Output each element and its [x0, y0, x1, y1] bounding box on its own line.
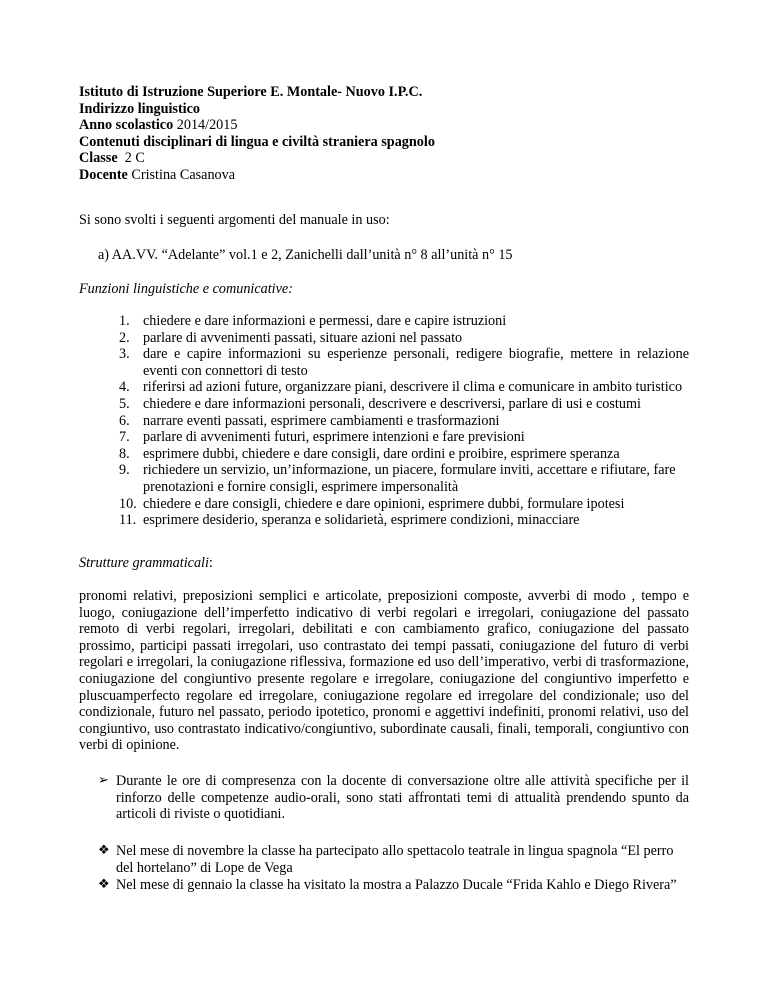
list-item: 8. esprimere dubbi, chiedere e dare consigli, dare ordini e proibire, esprimere speranza	[119, 445, 620, 462]
school-name: Istituto di Istruzione Superiore E. Montale- Nuovo I.P.C.	[79, 84, 423, 100]
list-item: 9. richiedere un servizio, un’informazione, un piacere, formulare inviti, accettare e rifiutare, fare prenotazioni e fornire consigli, esprimere impersonalità	[119, 462, 676, 495]
four-diamond-bullet-icon: ❖	[98, 843, 110, 858]
functions-list	[79, 313, 689, 529]
list-item: 3. dare e capire informazioni su esperienze personali, redigere biografie, mettere in relazione eventi con connettori di testo	[119, 346, 689, 379]
list-item: 4. riferirsi ad azioni future, organizzare piani, descrivere il clima e comunicare in ambito turistico	[119, 379, 683, 396]
list-item: 1. chiedere e dare informazioni e permessi, dare e capire istruzioni	[119, 313, 507, 329]
class-info: Classe 2 C	[79, 150, 145, 167]
conversation-note: ➢ Durante le ore di compresenza con la docente di conversazione oltre alle attività specifiche per il rinforzo delle competenze audio-orali, sono stati affrontati temi di attualità prendendo spunto da articoli di riviste o quotidiani.	[98, 773, 689, 823]
document-header	[79, 84, 719, 184]
arrow-bullet-icon: ➢	[98, 773, 109, 788]
list-item: 2. parlare di avvenimenti passati, situare azioni nel passato	[119, 329, 463, 346]
list-item: 10. chiedere e dare consigli, chiedere e dare opinioni, esprimere dubbi, formulare ipotesi	[119, 495, 625, 512]
intro-text: Si sono svolti i seguenti argomenti del manuale in uso:	[79, 212, 390, 228]
subject-title: Contenuti disciplinari di lingua e civiltà straniera spagnolo	[79, 133, 435, 150]
textbook-reference: a) AA.VV. “Adelante” vol.1 e 2, Zanichelli dall’unità n° 8 all’unità n° 15	[98, 247, 513, 263]
four-diamond-bullet-icon: ❖	[98, 877, 110, 892]
list-item: 5. chiedere e dare informazioni personali, descrivere e descriversi, parlare di usi e costumi	[119, 395, 641, 412]
list-item: 11. esprimere desiderio, speranza e solidarietà, esprimere condizioni, minacciare	[119, 512, 580, 529]
structures-heading: Strutture grammaticali:	[79, 555, 213, 571]
teacher-info: Docente Cristina Casanova	[79, 166, 236, 183]
activity-item: ❖ Nel mese di novembre la classe ha partecipato allo spettacolo teatrale in lingua spagnola “El perro del hortelano” di Lope de Vega	[98, 843, 674, 876]
school-year: Anno scolastico 2014/2015	[79, 117, 238, 134]
list-item: 7. parlare di avvenimenti futuri, esprimere intenzioni e fare previsioni	[119, 429, 525, 446]
activity-item: ❖ Nel mese di gennaio la classe ha visitato la mostra a Palazzo Ducale “Frida Kahlo e Diego Rivera”	[98, 877, 677, 893]
structures-text: pronomi relativi, preposizioni semplici e articolate, preposizioni composte, avverbi di modo , tempo e luogo, coniugazione dell’imperfetto indicativo di verbi regolari e irregolari, coniugazione del passato remoto di verbi regolari, irregolari, debilitati e con cambiamento grafico, coniugazione del passato prossimo, participi passati irregolari, uso contrastato dei tempi passati, coniugazione del futuro di verbi regolari e irregolari, la coniugazione riflessiva, formazione ed uso dell’imperativo, verbi di trasformazione, coniugazione del congiuntivo presente regolare e irregolare, coniugazione del congiuntivo imperfetto e pluscuamperfecto regolare ed irregolare, coniugazione regolare ed irregolare del condizionale; uso del condizionale, futuro nel passato, periodo ipotetico, pronomi e aggettivi indefiniti, pronomi relativi, uso del congiuntivo, uso contrastato indicativo/congiuntivo, subordinate causali, finali, temporali, congiuntivo con verbi di opinione.	[79, 588, 689, 754]
list-item: 6. narrare eventi passati, esprimere cambiamenti e trasformazioni	[119, 412, 500, 429]
track-name: Indirizzo linguistico	[79, 100, 200, 117]
functions-heading: Funzioni linguistiche e comunicative:	[79, 281, 293, 297]
